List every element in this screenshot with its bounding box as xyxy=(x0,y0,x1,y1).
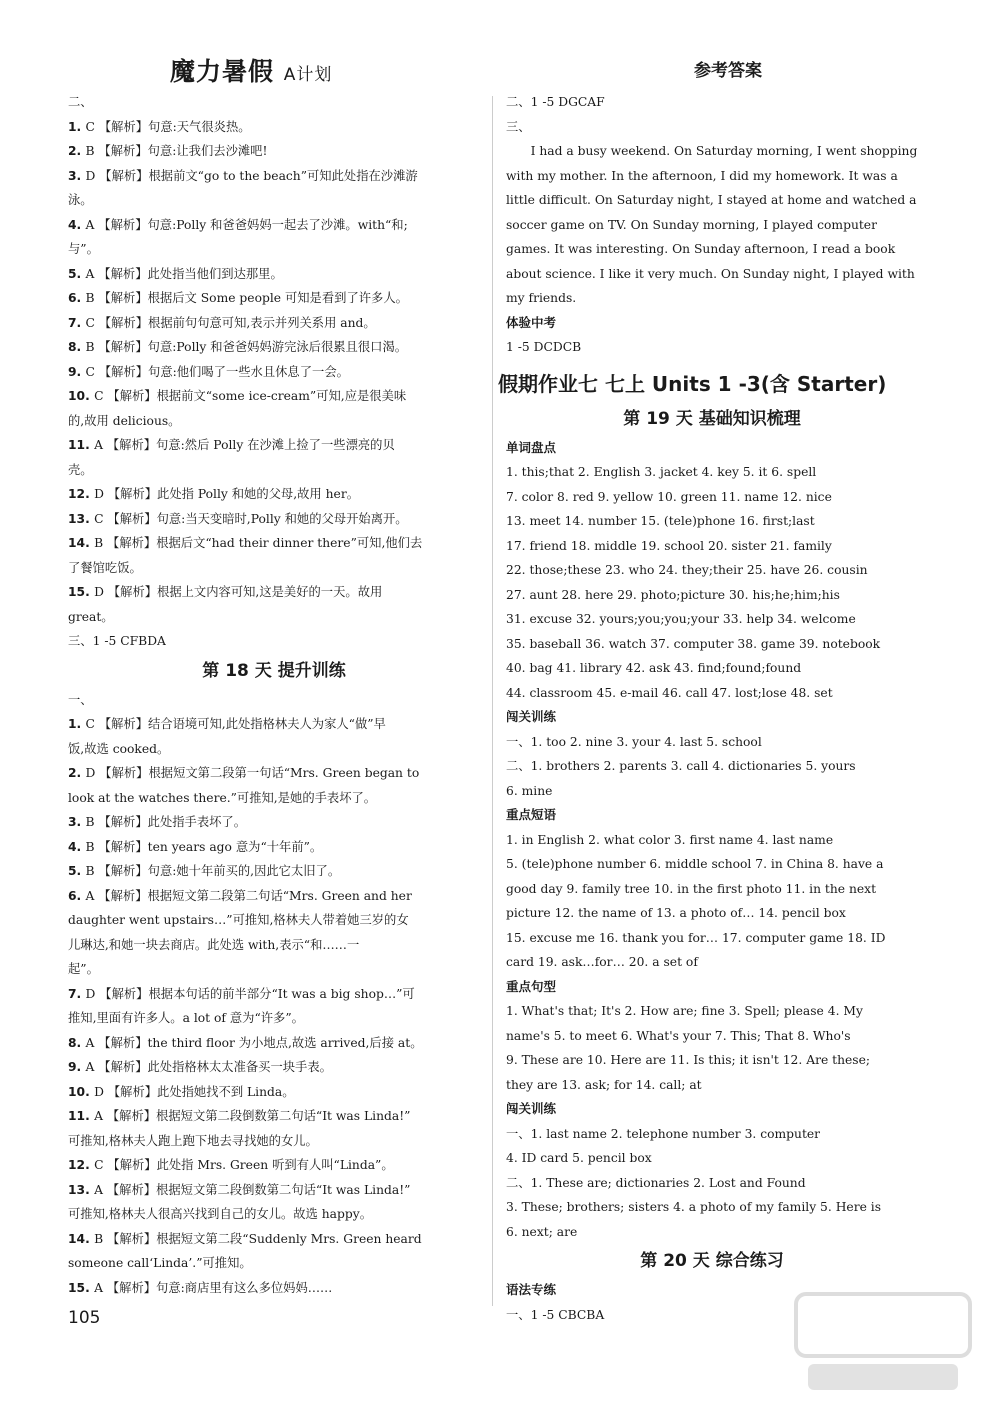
item-number: 4. xyxy=(68,839,86,854)
brand-title xyxy=(170,52,332,88)
answer-item xyxy=(68,384,480,409)
item-number: 13. xyxy=(68,511,95,526)
answer-item xyxy=(68,360,480,385)
item-number: 4. xyxy=(68,217,86,232)
item-text: D 【解析】根据短文第二段第一句话“Mrs. Green began to xyxy=(85,766,420,780)
page-header xyxy=(62,52,938,92)
item-number: 5. xyxy=(68,864,86,878)
item-text: B 【解析】根据后文 Some people 可知是看到了许多人。 xyxy=(85,291,408,305)
answer-item xyxy=(68,286,480,311)
text-line: 的,故用 delicious。 xyxy=(68,413,181,428)
section-heading: 语法专练 xyxy=(506,1282,557,1297)
text-line: 二、1. These are; dictionaries 2. Lost and Found xyxy=(506,1175,806,1190)
page-number: 105 xyxy=(68,1308,101,1328)
text-line: name's 5. to meet 6. What's your 7. This; That 8. Who's xyxy=(506,1028,851,1043)
text-line: 三、 xyxy=(506,119,531,134)
text-line: 44. classroom 45. e-mail 46. call 47. lost;lose 48. set xyxy=(506,685,833,700)
item-text: A 【解析】句意:商店里有这么多位妈妈…… xyxy=(94,1280,333,1295)
unit-heading: 假期作业七 七上 Units 1 -3(含 Starter) xyxy=(498,371,887,396)
text-line: 二、 xyxy=(68,95,93,109)
item-number: 8. xyxy=(68,1035,86,1050)
item-number: 7. xyxy=(68,315,86,330)
text-line: 壳。 xyxy=(68,462,93,477)
answer-item xyxy=(68,1031,480,1056)
day-heading: 第 20 天 综合练习 xyxy=(640,1251,784,1271)
answer-item xyxy=(68,311,480,336)
item-text: A 【解析】此处指格林太太准备买一块手表。 xyxy=(85,1060,332,1074)
text-line: 35. baseball 36. watch 37. computer 38. game 39. notebook xyxy=(506,636,881,651)
text-line: 17. friend 18. middle 19. school 20. sister 21. family xyxy=(506,538,832,553)
answer-item xyxy=(68,531,480,556)
item-number: 2. xyxy=(68,144,86,158)
item-number: 11. xyxy=(68,1109,95,1123)
text-line: 31. excuse 32. yours;you;you;your 33. help 34. welcome xyxy=(506,612,856,626)
item-text: B 【解析】句意:Polly 和爸爸妈妈游完泳后很累且很口渴。 xyxy=(85,340,408,354)
item-number: 3. xyxy=(68,168,86,183)
text-line: 三、1 -5 CFBDA xyxy=(68,634,166,648)
section-heading: 闯关训练 xyxy=(506,1101,557,1116)
text-line: 一、1. last name 2. telephone number 3. computer xyxy=(506,1126,821,1141)
item-number: 12. xyxy=(68,487,95,501)
text-line: 1 -5 DCDCB xyxy=(506,340,582,354)
item-number: 9. xyxy=(68,1060,86,1074)
item-text: A 【解析】句意:Polly 和爸爸妈妈一起去了沙滩。with“和; xyxy=(85,217,408,232)
text-line: 13. meet 14. number 15. (tele)phone 16. first;last xyxy=(506,514,815,528)
answer-item xyxy=(68,1227,480,1252)
text-line: 5. (tele)phone number 6. middle school 7. in China 8. have a xyxy=(506,857,884,871)
answer-item xyxy=(68,213,480,238)
item-number: 15. xyxy=(68,1280,95,1295)
text-line: great。 xyxy=(68,609,114,624)
answer-item xyxy=(68,262,480,287)
item-number: 14. xyxy=(68,536,95,550)
text-line: 1. What's that; It's 2. How are; fine 3. Spell; please 4. My xyxy=(506,1004,863,1018)
text-line: good day 9. family tree 10. in the first photo 11. in the next xyxy=(506,881,877,896)
item-text: C 【解析】句意:天气很炎热。 xyxy=(85,119,251,134)
right-column xyxy=(498,90,918,1327)
answer-item xyxy=(68,712,480,737)
text-line: 起”。 xyxy=(68,962,99,976)
item-text: B 【解析】此处指手表坏了。 xyxy=(85,815,247,829)
text-line: card 19. ask…for… 20. a set of xyxy=(506,955,698,969)
text-line: 15. excuse me 16. thank you for… 17. computer game 18. ID xyxy=(506,930,886,945)
text-line: 9. These are 10. Here are 11. Is this; it isn't 12. Are these; xyxy=(506,1053,871,1067)
item-number: 10. xyxy=(68,1084,95,1099)
item-text: B 【解析】句意:她十年前买的,因此它太旧了。 xyxy=(85,864,341,878)
item-number: 13. xyxy=(68,1182,95,1197)
item-text: D 【解析】根据上文内容可知,这是美好的一天。故用 xyxy=(94,585,383,599)
answer-item xyxy=(68,1104,480,1129)
item-text: C 【解析】结合语境可知,此处指格林夫人为家人“做”早 xyxy=(85,717,386,731)
item-number: 1. xyxy=(68,717,86,731)
item-text: C 【解析】句意:他们喝了一些水且休息了一会。 xyxy=(85,364,349,379)
item-text: D 【解析】根据前文“go to the beach”可知此处指在沙滩游 xyxy=(85,168,418,183)
item-text: D 【解析】此处指 Polly 和她的父母,故用 her。 xyxy=(94,487,360,501)
text-line: 儿琳达,和她一块去商店。此处选 with,表示“和……一 xyxy=(68,937,360,952)
answer-key-title: 参考答案 xyxy=(694,61,762,81)
answer-item xyxy=(68,482,480,507)
item-text: A 【解析】根据短文第二段倒数第二句话“It was Linda!” xyxy=(94,1109,411,1123)
item-number: 8. xyxy=(68,340,86,354)
text-line: 二、1 -5 DGCAF xyxy=(506,95,605,109)
text-line: 1. in English 2. what color 3. first name 4. last name xyxy=(506,832,834,847)
answer-item xyxy=(68,433,480,458)
answer-item xyxy=(68,1276,480,1301)
item-text: B 【解析】根据后文“had their dinner there”可知,他们去 xyxy=(94,536,423,550)
text-line: 4. ID card 5. pencil box xyxy=(506,1151,652,1165)
answer-item xyxy=(68,982,480,1007)
item-text: A 【解析】根据短文第二段倒数第二句话“It was Linda!” xyxy=(94,1182,411,1197)
text-line: 一、 xyxy=(68,692,93,707)
answer-item xyxy=(68,1080,480,1105)
text-line: 二、1. brothers 2. parents 3. call 4. dictionaries 5. yours xyxy=(506,759,856,773)
text-line: 6. next; are xyxy=(506,1224,578,1239)
section-heading: 体验中考 xyxy=(506,314,557,330)
item-text: A 【解析】句意:然后 Polly 在沙滩上捡了一些漂亮的贝 xyxy=(94,438,395,452)
item-number: 2. xyxy=(68,766,86,780)
item-text: A 【解析】根据短文第二段第二句话“Mrs. Green and her xyxy=(85,888,412,903)
item-text: A 【解析】the third floor 为小地点,故选 arrived,后接 at。 xyxy=(85,1035,423,1050)
answer-item xyxy=(68,761,480,786)
brand-sub: A计划 xyxy=(283,65,333,85)
answer-item xyxy=(68,835,480,860)
text-line: 饭,故选 cooked。 xyxy=(68,741,170,756)
answer-item xyxy=(68,1178,480,1203)
day-heading: 第 19 天 基础知识梳理 xyxy=(623,408,801,429)
item-number: 15. xyxy=(68,585,95,599)
answer-item xyxy=(68,1153,480,1178)
text-line: picture 12. the name of 13. a photo of… 14. pencil box xyxy=(506,906,846,920)
item-number: 3. xyxy=(68,815,86,829)
item-text: C 【解析】根据前句句意可知,表示并列关系用 and。 xyxy=(85,315,376,330)
answer-item xyxy=(68,139,480,164)
text-line: 与”。 xyxy=(68,242,99,256)
text-line: 可推知,格林夫人很高兴找到自己的女儿。故选 happy。 xyxy=(68,1207,372,1221)
item-number: 10. xyxy=(68,389,95,403)
answer-item xyxy=(68,810,480,835)
text-line: 一、1 -5 CBCBA xyxy=(506,1307,605,1322)
text-line: 可推知,格林夫人跑上跑下地去寻找她的女儿。 xyxy=(68,1133,318,1148)
text-line: 3. These; brothers; sisters 4. a photo of my family 5. Here is xyxy=(506,1200,882,1214)
text-line: 推知,里面有许多人。a lot of 意为“许多”。 xyxy=(68,1011,304,1025)
section-heading: 闯关训练 xyxy=(506,709,557,724)
essay-paragraph: I had a busy weekend. On Saturday morning, I went shopping with my mother. In the afternoon, I did my homework. It was a little difficult. On Saturday night, I stayed at home and watched a soccer game on TV. On Sunday morning, I played computer games. It was interesting. On Sunday afternoon, I read a book about science. I like it very much. On Sunday night, I played with my friends. xyxy=(506,144,918,305)
text-line: 一、1. too 2. nine 3. your 4. last 5. school xyxy=(506,734,762,749)
item-number: 5. xyxy=(68,266,86,281)
item-text: D 【解析】根据本句话的前半部分“It was a big shop…”可 xyxy=(85,986,415,1001)
item-text: B 【解析】根据短文第二段“Suddenly Mrs. Green heard xyxy=(94,1231,422,1246)
item-number: 7. xyxy=(68,986,86,1001)
item-number: 11. xyxy=(68,438,95,452)
text-line: daughter went upstairs…”可推知,格林夫人带着她三岁的女 xyxy=(68,913,409,927)
text-line: 1. this;that 2. English 3. jacket 4. key 5. it 6. spell xyxy=(506,465,817,479)
left-column xyxy=(68,90,480,1300)
column-divider xyxy=(492,96,493,1306)
text-line: someone call‘Linda’.”可推知。 xyxy=(68,1256,252,1270)
text-line: 22. those;these 23. who 24. they;their 25. have 26. cousin xyxy=(506,563,868,577)
item-number: 6. xyxy=(68,888,86,903)
section-heading: 重点句型 xyxy=(506,978,557,994)
answer-item xyxy=(68,507,480,532)
text-line: look at the watches there.”可推知,是她的手表坏了。 xyxy=(68,790,377,805)
brand-main: 魔力暑假 xyxy=(170,57,275,86)
item-number: 12. xyxy=(68,1158,95,1172)
item-text: C 【解析】根据前文“some ice-cream”可知,应是很美味 xyxy=(94,389,407,403)
answer-item xyxy=(68,164,480,189)
item-text: A 【解析】此处指当他们到达那里。 xyxy=(85,266,283,281)
answer-item xyxy=(68,335,480,360)
section-heading: 重点短语 xyxy=(506,807,557,822)
item-number: 14. xyxy=(68,1231,95,1246)
item-text: B 【解析】句意:让我们去沙滩吧! xyxy=(85,144,268,158)
text-line: 40. bag 41. library 42. ask 43. find;found;found xyxy=(506,661,802,675)
item-text: C 【解析】此处指 Mrs. Green 听到有人叫“Linda”。 xyxy=(94,1158,394,1172)
text-line: 泳。 xyxy=(68,193,93,207)
watermark-logo xyxy=(788,1286,978,1396)
text-line: they are 13. ask; for 14. call; at xyxy=(506,1077,702,1092)
text-line: 了餐馆吃饭。 xyxy=(68,560,142,575)
item-number: 1. xyxy=(68,119,86,134)
day-heading: 第 18 天 提升训练 xyxy=(202,660,346,681)
answer-item xyxy=(68,859,480,884)
answer-item xyxy=(68,115,480,140)
item-number: 6. xyxy=(68,291,86,305)
text-line: 27. aunt 28. here 29. photo;picture 30. his;he;him;his xyxy=(506,587,840,602)
item-number: 9. xyxy=(68,364,86,379)
text-line: 7. color 8. red 9. yellow 10. green 11. name 12. nice xyxy=(506,489,832,504)
text-line: 6. mine xyxy=(506,783,553,798)
answer-item xyxy=(68,580,480,605)
section-heading: 单词盘点 xyxy=(506,439,557,455)
item-text: B 【解析】ten years ago 意为“十年前”。 xyxy=(85,839,323,854)
item-text: D 【解析】此处指她找不到 Linda。 xyxy=(94,1084,295,1099)
answer-item xyxy=(68,884,480,909)
item-text: C 【解析】句意:当天变暗时,Polly 和她的父母开始离开。 xyxy=(94,511,408,526)
answer-item xyxy=(68,1055,480,1080)
